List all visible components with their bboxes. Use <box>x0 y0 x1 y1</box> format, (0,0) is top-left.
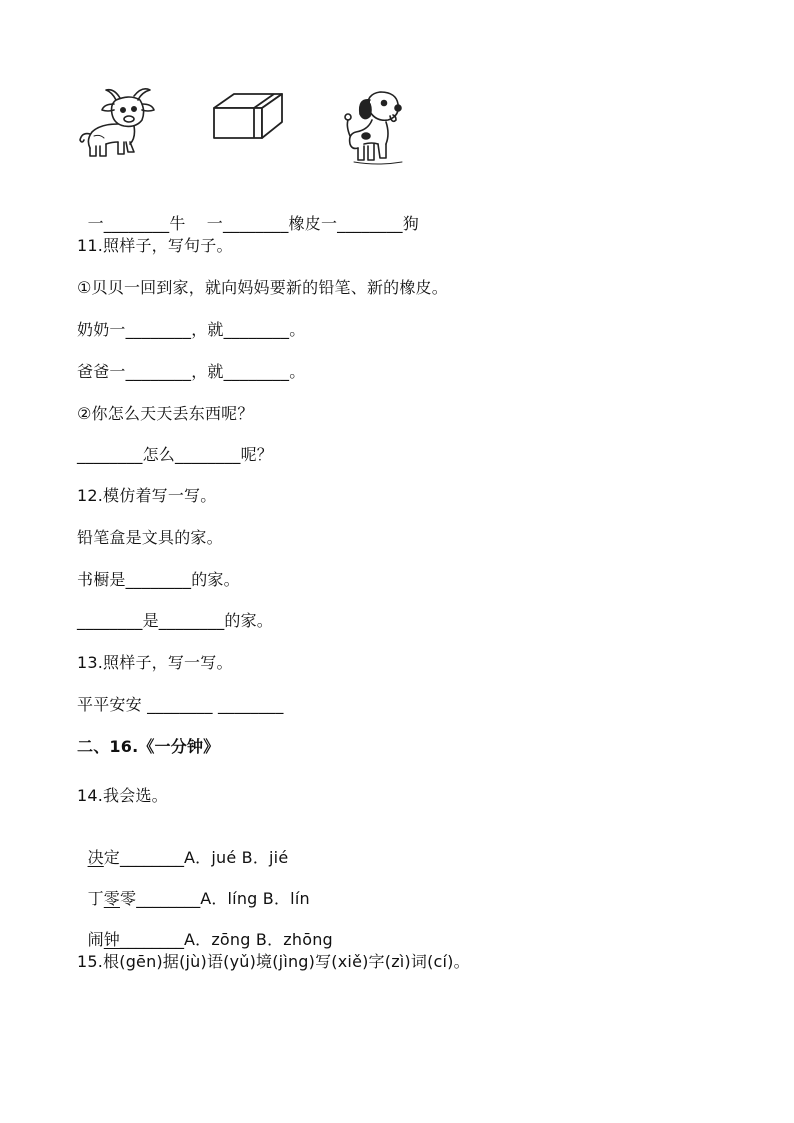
q12-example: 铅笔盒是文具的家。 <box>77 528 223 547</box>
q14-item-2-options: A．líng B．lín <box>200 889 310 908</box>
question-14-title: 14.我会选。 <box>77 786 168 805</box>
q11-answer-line-3: ________怎么________呢？ <box>77 445 274 464</box>
question-13-title: 13.照样子，写一写。 <box>77 653 233 672</box>
q14-item-2-blank: ________ <box>136 889 201 908</box>
q11-answer-line-2: 爸爸一________，就________。 <box>77 362 306 381</box>
measure-word-row <box>77 194 419 234</box>
calf-image <box>76 84 158 160</box>
question-11-title: 11.照样子，写句子。 <box>77 236 233 255</box>
section-2-heading: 二、16.《一分钟》 <box>77 737 220 756</box>
eraser-image <box>208 88 286 144</box>
q14-item-1: 决定________A．jué B．jié <box>87 848 289 867</box>
q14-item-2-target-char: 零 <box>103 889 120 908</box>
measure-blank-eraser-puppy: 一________橡皮一________狗 <box>206 214 419 233</box>
measure-blank-calf: 一________牛 <box>87 214 186 233</box>
q11-example-1: ①贝贝一回到家，就向妈妈要新的铅笔、新的橡皮。 <box>77 278 448 297</box>
question-15-title: 15.根(gēn)据(jù)语(yǔ)境(jìng)写(xiě)字(zì)词(cí)。 <box>77 952 470 971</box>
q14-item-2: 丁零零________A．líng B．lín <box>87 889 310 908</box>
q14-item-3-target-char: 钟 <box>103 930 120 949</box>
q14-item-3: 闹钟________A．zōng B．zhōng <box>87 930 333 949</box>
q12-answer-line-2: ________是________的家。 <box>77 611 274 630</box>
q14-item-1-options: A．jué B．jié <box>183 848 289 867</box>
q11-answer-line-1: 奶奶一________，就________。 <box>77 320 306 339</box>
q14-item-1-target-char: 决 <box>87 848 104 867</box>
q14-item-3-blank: ________ <box>119 930 184 949</box>
q14-item-3-options: A．zōng B．zhōng <box>183 930 333 949</box>
question-12-title: 12.模仿着写一写。 <box>77 486 217 505</box>
q13-answer-line: 平平安安 ________ ________ <box>77 695 284 714</box>
q11-example-2: ②你怎么天天丢东西呢？ <box>77 404 254 423</box>
q14-item-1-blank: ________ <box>119 848 184 867</box>
q12-answer-line-1: 书橱是________的家。 <box>77 570 240 589</box>
puppy-image <box>338 86 414 168</box>
